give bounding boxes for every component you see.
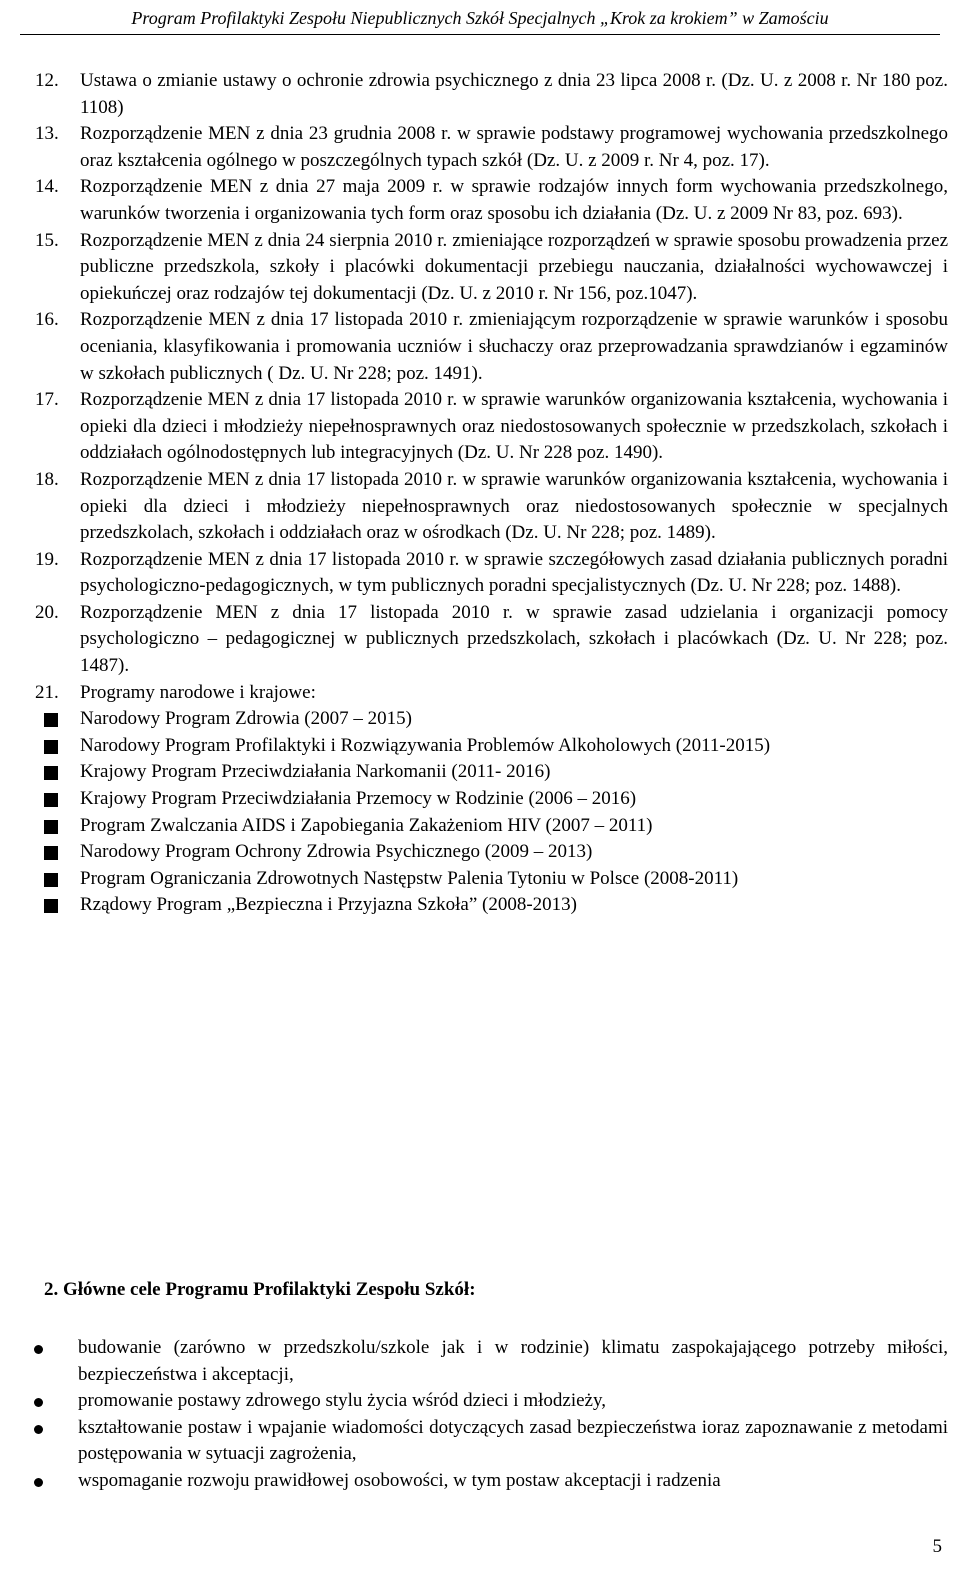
round-bullet-icon — [34, 1478, 43, 1487]
program-item — [44, 733, 948, 760]
list-item — [35, 387, 948, 467]
round-bullet-icon — [34, 1425, 43, 1434]
program-item — [44, 786, 948, 813]
square-bullet-icon — [44, 793, 58, 807]
list-item — [35, 547, 948, 600]
item-text: Rozporządzenie MEN z dnia 17 listopada 2010 r. w sprawie warunków organizowania kształcenia, wychowania i opieki dla dzieci i młodzieży niepełnosprawnych oraz niedostosowanych społecznie w specjalnych przedszkolach, szkołach i oddziałach oraz w ośrodkach (Dz. U. Nr 228; poz. 1489). — [80, 468, 948, 544]
item-number: 19. — [35, 548, 59, 570]
item-text: Ustawa o zmianie ustawy o ochronie zdrowia psychicznego z dnia 23 lipca 2008 r. (Dz. U. z 2008 r. Nr 180 poz. 1108) — [80, 70, 948, 118]
program-text: Narodowy Program Profilaktyki i Rozwiązywania Problemów Alkoholowych (2011-2015) — [80, 734, 771, 756]
program-item — [44, 706, 948, 733]
square-bullet-icon — [44, 740, 58, 754]
header-rule — [20, 34, 940, 35]
item-text: Rozporządzenie MEN z dnia 17 listopada 2010 r. w sprawie szczegółowych zasad działania publicznych poradni psychologiczno-pedagogicznych, w tym publicznych poradni specjalistycznych (Dz. U. Nr 228; poz. 1488). — [80, 548, 948, 597]
goal-item — [44, 1468, 948, 1495]
goal-text: promowanie postawy zdrowego stylu życia wśród dzieci i młodzieży, — [78, 1390, 606, 1412]
item-number: 18. — [35, 468, 59, 490]
item-number: 14. — [35, 176, 59, 198]
legal-acts-list — [35, 68, 948, 706]
item-text: Rozporządzenie MEN z dnia 17 listopada 2010 r. zmieniającym rozporządzenie w sprawie warunków i sposobu oceniania, klasyfikowania i promowania uczniów i słuchaczy oraz przeprowadzania sprawdzianów i egzaminów w szkołach publicznych ( Dz. U. Nr 228; poz. 1491). — [80, 309, 948, 384]
list-item — [35, 174, 948, 227]
square-bullet-icon — [44, 873, 58, 887]
item-number: 15. — [35, 229, 59, 251]
program-text: Krajowy Program Przeciwdziałania Narkomanii (2011- 2016) — [80, 761, 551, 783]
list-item — [35, 228, 948, 308]
program-item — [44, 892, 948, 919]
list-item — [35, 467, 948, 547]
item-number: 16. — [35, 309, 59, 331]
list-item — [35, 121, 948, 174]
program-item — [44, 866, 948, 893]
program-item — [44, 813, 948, 840]
item-text: Programy narodowe i krajowe: — [80, 681, 316, 703]
square-bullet-icon — [44, 713, 58, 727]
goal-item — [44, 1335, 948, 1388]
list-item — [35, 307, 948, 387]
item-text: Rozporządzenie MEN z dnia 17 listopada 2010 r. w sprawie zasad udzielania i organizacji pomocy psychologiczno – pedagogicznej w publicznych przedszkolach, szkołach i placówkach (Dz. U. Nr 228; poz. 1487). — [80, 601, 948, 677]
list-item — [35, 68, 948, 121]
item-text: Rozporządzenie MEN z dnia 24 sierpnia 2010 r. zmieniające rozporządzeń w sprawie sposobu prowadzenia przez publiczne przedszkola, szkoły i placówki dokumentacji przebiegu nauczania, działalności wychowawczej i opiekuńczej oraz rodzajów tej dokumentacji (Dz. U. z 2010 r. Nr 156, poz.1047). — [80, 229, 948, 304]
item-number: 21. — [35, 681, 59, 703]
round-bullet-icon — [34, 1345, 43, 1354]
document-body — [35, 68, 948, 919]
round-bullet-icon — [34, 1398, 43, 1407]
goal-text: wspomaganie rozwoju prawidłowej osobowości, w tym postaw akceptacji i radzenia — [78, 1469, 721, 1491]
goal-item — [44, 1388, 948, 1415]
goals-list — [44, 1335, 948, 1495]
item-text: Rozporządzenie MEN z dnia 27 maja 2009 r. w sprawie rodzajów innych form wychowania przedszkolnego, warunków tworzenia i organizowania tych form oraz sposobu ich działania (Dz. U. z 2009 Nr 83, poz. 693). — [80, 176, 948, 224]
item-number: 17. — [35, 389, 59, 411]
page-number: 5 — [932, 1536, 942, 1557]
square-bullet-icon — [44, 766, 58, 780]
item-text: Rozporządzenie MEN z dnia 23 grudnia 2008 r. w sprawie podstawy programowej wychowania przedszkolnego oraz kształcenia ogólnego w poszczególnych typach szkół (Dz. U. z 2009 r. Nr 4, poz. 17). — [80, 123, 948, 171]
section-heading: 2. Główne cele Programu Profilaktyki Zespołu Szkół: — [44, 1279, 476, 1300]
program-text: Program Zwalczania AIDS i Zapobiegania Zakażeniom HIV (2007 – 2011) — [80, 814, 653, 836]
list-item — [35, 680, 948, 707]
program-text: Rządowy Program „Bezpieczna i Przyjazna Szkoła” (2008-2013) — [80, 894, 577, 916]
item-number: 20. — [35, 601, 59, 623]
program-text: Program Ograniczania Zdrowotnych Następstw Palenia Tytoniu w Polsce (2008-2011) — [80, 867, 739, 889]
program-text: Krajowy Program Przeciwdziałania Przemocy w Rodzinie (2006 – 2016) — [80, 788, 637, 810]
program-text: Narodowy Program Zdrowia (2007 – 2015) — [80, 708, 412, 730]
item-number: 12. — [35, 70, 59, 91]
item-text: Rozporządzenie MEN z dnia 17 listopada 2010 r. w sprawie warunków organizowania kształcenia, wychowania i opieki dla dzieci i młodzieży niepełnosprawnych oraz niedostosowanych społecznie w przedszkolach, szkołach i oddziałach ogólnodostępnych lub integracyjnych (Dz. U. Nr 228 poz. 1490). — [80, 389, 948, 464]
goal-text: kształtowanie postaw i wpajanie wiadomości dotyczących zasad bezpieczeństwa ioraz zapoznawanie z metodami postępowania w sytuacji zagrożenia, — [78, 1416, 948, 1465]
item-number: 13. — [35, 123, 59, 145]
goal-item — [44, 1415, 948, 1468]
program-item — [44, 839, 948, 866]
program-text: Narodowy Program Ochrony Zdrowia Psychicznego (2009 – 2013) — [80, 841, 593, 863]
page-header: Program Profilaktyki Zespołu Niepublicznych Szkół Specjalnych „Krok za krokiem” w Zamościu — [131, 8, 829, 28]
list-item — [35, 600, 948, 680]
square-bullet-icon — [44, 820, 58, 834]
square-bullet-icon — [44, 899, 58, 913]
program-item — [44, 759, 948, 786]
programs-list — [44, 706, 948, 919]
square-bullet-icon — [44, 846, 58, 860]
goal-text: budowanie (zarówno w przedszkolu/szkole jak i w rodzinie) klimatu zaspokajającego potrzeby miłości, bezpieczeństwa i akceptacji, — [78, 1337, 948, 1385]
